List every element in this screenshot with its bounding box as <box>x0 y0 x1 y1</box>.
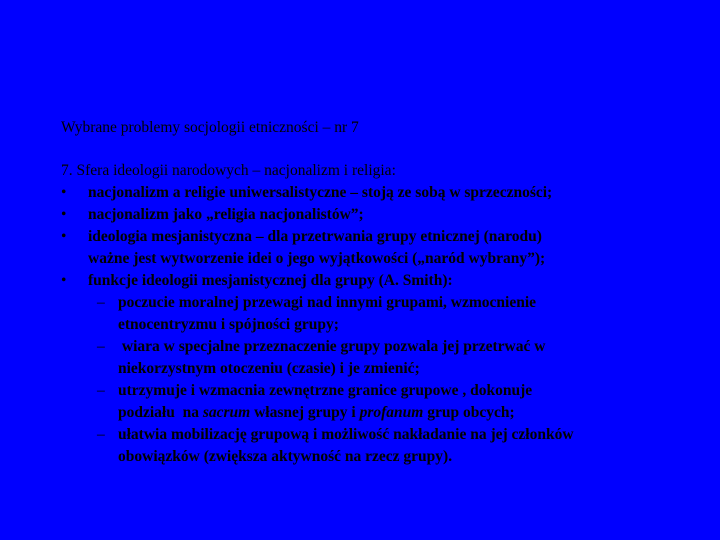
bullet-text: ważne jest wytworzenie idei o jego wyjątkowości („naród wybrany”); <box>88 250 546 267</box>
sub-item <box>61 292 701 336</box>
dash-mark: – <box>97 338 105 355</box>
section-heading: 7. Sfera ideologii narodowych – nacjonalizm i religia: <box>61 162 396 179</box>
sub-item-text: utrzymuje i wzmacnia zewnętrzne granice grupowe , dokonuje <box>118 382 533 399</box>
sub-item-text: obowiązków (zwiększa aktywność na rzecz grupy). <box>118 448 453 465</box>
sub-item-text-part: podziału na <box>118 404 203 421</box>
bullet-item <box>61 204 701 226</box>
sub-item-text: ułatwia mobilizację grupową i możliwość nakładanie na jej członków <box>118 426 574 443</box>
bullet-item <box>61 270 701 292</box>
bullet-text: ideologia mesjanistyczna – dla przetrwania grupy etnicznej (narodu) <box>88 228 542 245</box>
bullet-text: nacjonalizm a religie uniwersalistyczne – stoją ze sobą w sprzeczności; <box>88 184 553 201</box>
bullet-mark: • <box>61 206 67 223</box>
slide-body <box>61 160 701 468</box>
bullet-mark: • <box>61 228 67 245</box>
bullet-mark: • <box>61 184 67 201</box>
slide-title: Wybrane problemy socjologii etniczności – nr 7 <box>61 119 359 136</box>
sub-item-text-part: własnej grupy i <box>250 404 360 421</box>
dash-mark: – <box>97 294 105 311</box>
profanum-term: profanum <box>359 404 424 421</box>
sub-item-text: etnocentryzmu i spójności grupy; <box>118 316 339 333</box>
sub-item <box>61 424 701 468</box>
sub-item-text: wiara w specjalne przeznaczenie grupy pozwala jej przetrwać w <box>118 338 546 355</box>
sub-item-text-part: grup obcych; <box>423 404 515 421</box>
bullet-mark: • <box>61 272 67 289</box>
sub-item-text: poczucie moralnej przewagi nad innymi grupami, wzmocnienie <box>118 294 537 311</box>
bullet-text: funkcje ideologii mesjanistycznej dla grupy (A. Smith): <box>88 272 453 289</box>
dash-mark: – <box>97 382 105 399</box>
sub-item <box>61 336 701 380</box>
bullet-text: nacjonalizm jako „religia nacjonalistów”; <box>88 206 364 223</box>
bullet-item <box>61 182 701 204</box>
bullet-item <box>61 226 701 270</box>
sub-item-text-mixed <box>118 402 701 424</box>
dash-mark: – <box>97 426 105 443</box>
sub-item <box>61 380 701 424</box>
sub-item-text: niekorzystnym otoczeniu (czasie) i je zmienić; <box>118 360 420 377</box>
sacrum-term: sacrum <box>202 404 251 421</box>
